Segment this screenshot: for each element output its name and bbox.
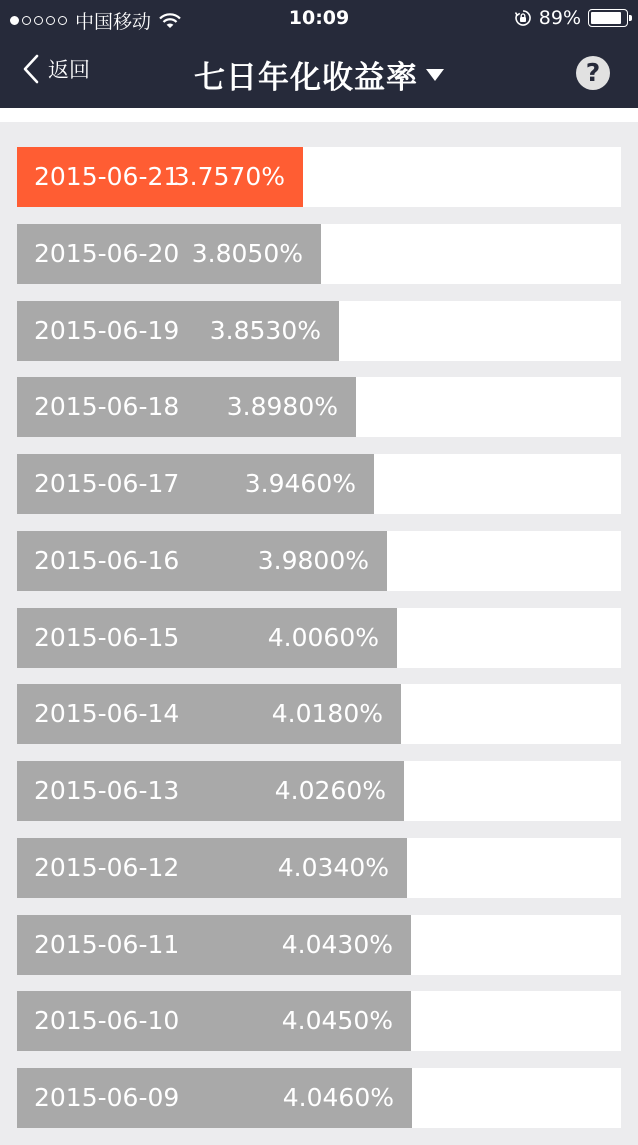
- help-button[interactable]: ?: [576, 56, 610, 90]
- row-date: 2015-06-15: [34, 622, 180, 652]
- yield-row[interactable]: [17, 531, 621, 591]
- row-date: 2015-06-21: [34, 162, 180, 191]
- carrier-name: 中国移动: [75, 11, 152, 33]
- rotation-lock-icon: [514, 9, 532, 27]
- status-left: [10, 7, 181, 34]
- row-rate: 4.0060%: [267, 622, 379, 652]
- row-rate: 3.9800%: [257, 545, 369, 575]
- wifi-icon: [159, 13, 181, 29]
- row-rate: 3.9460%: [244, 469, 356, 498]
- dropdown-caret-icon[interactable]: [426, 69, 444, 81]
- row-rate: 4.0340%: [277, 852, 389, 882]
- row-rate: 4.0180%: [271, 699, 383, 729]
- yield-row[interactable]: [17, 915, 621, 975]
- row-date: 2015-06-20: [34, 238, 180, 268]
- yield-row[interactable]: [17, 991, 621, 1051]
- yield-row[interactable]: [17, 147, 621, 207]
- chevron-left-icon: [22, 54, 40, 84]
- row-date: 2015-06-18: [34, 392, 180, 422]
- page-title[interactable]: 七日年化收益率: [194, 60, 418, 96]
- clock: 10:09: [288, 7, 350, 29]
- back-label: 返回: [48, 58, 90, 82]
- yield-row[interactable]: [17, 838, 621, 898]
- navigation-bar: [0, 36, 638, 108]
- yield-row[interactable]: [17, 684, 621, 744]
- row-rate: 3.8530%: [209, 315, 321, 345]
- battery-icon: [588, 9, 628, 27]
- row-date: 2015-06-17: [34, 469, 180, 498]
- status-right: [514, 7, 628, 29]
- row-date: 2015-06-13: [34, 776, 180, 805]
- battery-percent: 89%: [538, 7, 581, 29]
- yield-list: [17, 147, 621, 1145]
- row-rate: 3.8050%: [191, 238, 303, 268]
- row-date: 2015-06-14: [34, 699, 180, 729]
- yield-row[interactable]: [17, 224, 621, 284]
- back-button[interactable]: [22, 54, 90, 84]
- row-date: 2015-06-09: [34, 1083, 180, 1112]
- row-date: 2015-06-10: [34, 1006, 180, 1036]
- row-rate: 3.8980%: [226, 392, 338, 422]
- row-date: 2015-06-11: [34, 929, 180, 959]
- row-rate: 4.0430%: [281, 929, 393, 959]
- yield-row[interactable]: [17, 1068, 621, 1128]
- yield-row[interactable]: [17, 377, 621, 437]
- signal-strength-icon: [10, 16, 67, 25]
- app-header: [0, 0, 638, 108]
- row-date: 2015-06-16: [34, 545, 180, 575]
- yield-row[interactable]: [17, 761, 621, 821]
- row-rate: 4.0450%: [281, 1006, 393, 1036]
- row-rate: 4.0460%: [282, 1083, 394, 1112]
- row-date: 2015-06-19: [34, 315, 180, 345]
- header-divider: [0, 108, 638, 122]
- row-date: 2015-06-12: [34, 852, 180, 882]
- yield-row[interactable]: [17, 608, 621, 668]
- row-rate: 3.7570%: [173, 162, 285, 191]
- yield-row[interactable]: [17, 454, 621, 514]
- status-bar: [0, 0, 638, 36]
- row-rate: 4.0260%: [274, 776, 386, 805]
- yield-row[interactable]: [17, 301, 621, 361]
